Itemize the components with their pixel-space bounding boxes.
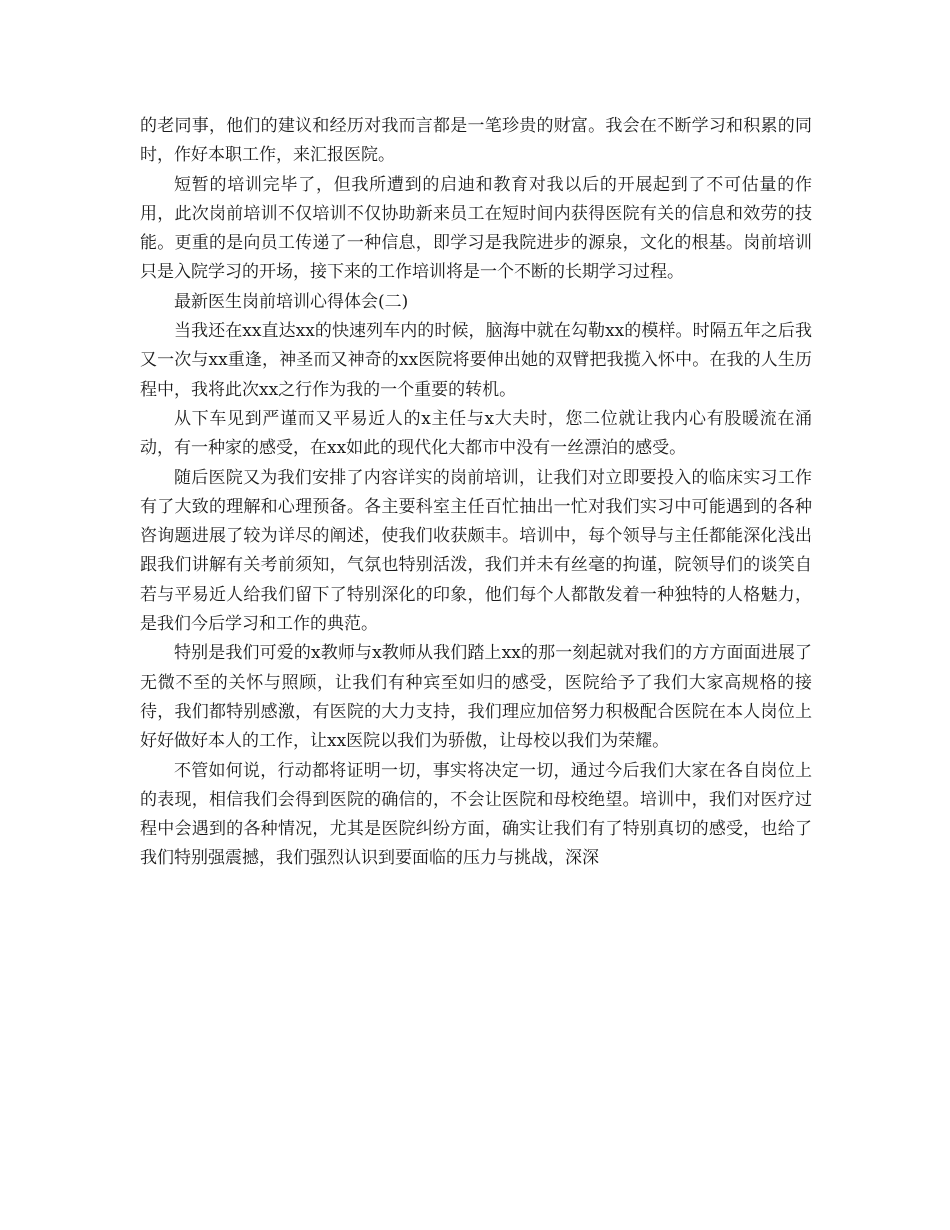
paragraph-4: 从下车见到严谨而又平易近人的x主任与x大夫时，您二位就让我内心有股暖流在涌动，有一种家的感受，在xx如此的现代化大都市中没有一丝漂泊的感受。	[140, 408, 812, 459]
paragraph-5: 随后医院又为我们安排了内容详实的岗前培训，让我们对立即要投入的临床实习工作有了大致的理解和心理预备。各主要科室主任百忙抽出一忙对我们实习中可能遇到的各种咨询题进展了较为详尽的阐述，使我们收获颇丰。培训中，每个领导与主任都能深化浅出跟我们讲解有关考前须知，气氛也特别活泼，我们并未有丝毫的拘谨，院领导们的谈笑自若与平易近人给我们留下了特别深化的印象，他们每个人都散发着一种独特的人格魅力，是我们今后学习和工作的典范。	[140, 467, 812, 635]
paragraph-1: 的老同事，他们的建议和经历对我而言都是一笔珍贵的财富。我会在不断学习和积累的同时，作好本职工作，来汇报医院。	[140, 116, 812, 166]
paragraph-2: 短暂的培训完毕了，但我所遭到的启迪和教育对我以后的开展起到了不可估量的作用，此次岗前培训不仅培训不仅协助新来员工在短时间内获得医院有关的信息和效劳的技能。更重的是向员工传递了一种信息，即学习是我院进步的源泉，文化的根基。岗前培训只是入院学习的开场，接下来的工作培训将是一个不断的长期学习过程。	[140, 174, 812, 283]
section-heading: 最新医生岗前培训心得体会(二)	[174, 291, 409, 312]
paragraph-7: 不管如何说，行动都将证明一切，事实将决定一切，通过今后我们大家在各自岗位上的表现，相信我们会得到医院的确信的，不会让医院和母校绝望。培训中，我们对医疗过程中会遇到的各种情况，尤其是医院纠纷方面，确实让我们有了特别真切的感受，也给了我们特别强震撼，我们强烈认识到要面临的压力与挑战，深深	[140, 760, 812, 869]
paragraph-3: 当我还在xx直达xx的快速列车内的时候，脑海中就在勾勒xx的模样。时隔五年之后我又一次与xx重逢，神圣而又神奇的xx医院将要伸出她的双臂把我揽入怀中。在我的人生历程中，我将此次xx之行作为我的一个重要的转机。	[140, 321, 812, 400]
document-body	[140, 112, 812, 874]
paragraph-6: 特别是我们可爱的x教师与x教师从我们踏上xx的那一刻起就对我们的方方面面进展了无微不至的关怀与照顾，让我们有种宾至如归的感受，医院给予了我们大家高规格的接待，我们都特别感激，有医院的大力支持，我们理应加倍努力积极配合医院在本人岗位上好好做好本人的工作，让xx医院以我们为骄傲，让母校以我们为荣耀。	[140, 643, 812, 752]
